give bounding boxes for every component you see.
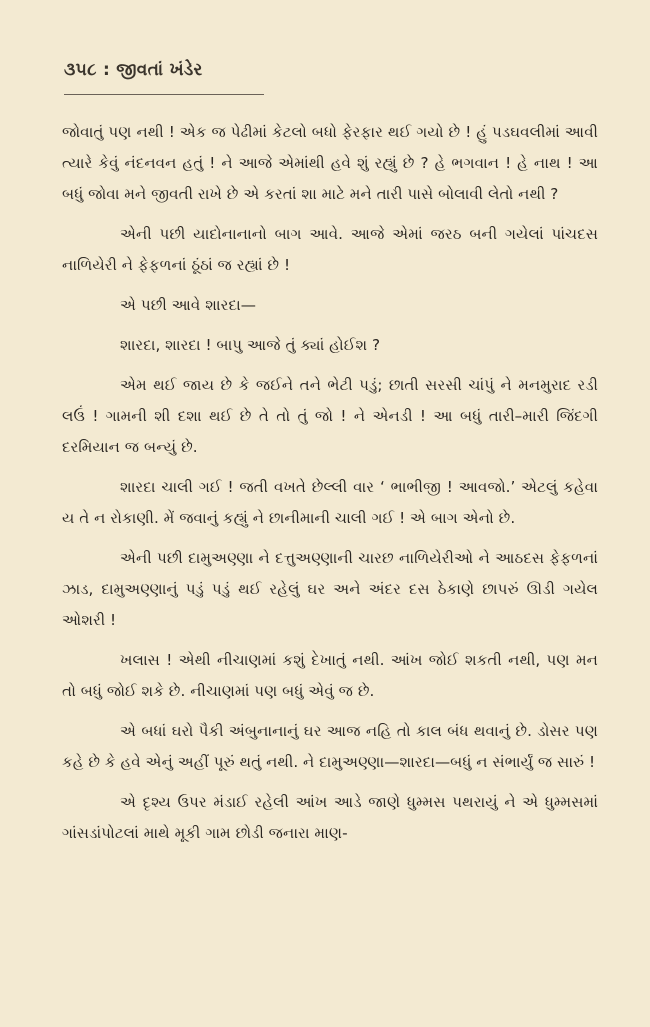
- header-rule: [64, 94, 264, 95]
- paragraph: એ દૃશ્ય ઉપર મંડાઈ રહેલી આંખ આડે જાણે ધુમ્મસ પથરાયું ને એ ધુમ્મસમાં ગાંસડાંપોટલાં માથે મૂકી ગામ છોડી જનારા માણ-: [62, 793, 598, 842]
- running-head: ૩૫૮ : જીવતાં ખંડેર: [64, 60, 203, 80]
- paragraph: શારદા, શારદા ! બાપુ આજે તું ક્યાં હોઈશ ?: [120, 336, 381, 354]
- paragraph: જોવાતું પણ નથી ! એક જ પેઢીમાં કેટલો બધો ફેરફાર થઈ ગયો છે ! હું પડઘવલીમાં આવી ત્યારે કેવું નંદનવન હતું ! ને આજે એમાંથી હવે શું રહ્યું છે ? હે ભગવાન ! હે નાથ ! આ બધું જોવા મને જીવતી રાખે છે એ કરતાં શા માટે મને તારી પાસે બોલાવી લેતો નથી ?: [62, 123, 598, 203]
- paragraph: શારદા ચાલી ગઈ ! જતી વખતે છેલ્લી વાર ‘ ભાભીજી ! આવજો.’ એટલું કહેવા ય તે ન રોકાણી. મેં જવાનું કહ્યું ને છાનીમાની ચાલી ગઈ ! એ બાગ એનો છે.: [62, 478, 598, 527]
- body-text: [62, 117, 598, 849]
- paragraph: એ બધાં ઘરો પૈકી અંબુનાનાનું ઘર આજ નહિ તો કાલ બંધ થવાનું છે. ડોસર પણ કહે છે કે હવે એનું અહીં પૂરું થતું નથી. ને દામુઅણ્ણા—શારદા—બધું ન સંભાર્યું જ સારું !: [62, 722, 598, 771]
- paragraph: એમ થઈ જાય છે કે જઈને તને ભેટી પડું; છાતી સરસી ચાંપું ને મનમુરાદ રડી લઉં ! ગામની શી દશા થઈ છે તે તો તું જો ! ને એનડી ! આ બધું તારી–મારી જિંદગી દરમિયાન જ બન્યું છે.: [62, 376, 598, 456]
- paragraph: એ પછી આવે શારદા—: [120, 296, 256, 314]
- paragraph: ખલાસ ! એથી નીચાણમાં કશું દેખાતું નથી. આંખ જોઈ શકતી નથી, પણ મન તો બધું જોઈ શકે છે. નીચાણમાં પણ બધું એવું જ છે.: [62, 651, 598, 700]
- paragraph: એની પછી દામુઅણ્ણા ને દત્તુઅણ્ણાની ચારછ નાળિયેરીઓ ને આઠદસ ફેફળનાં ઝાડ, દામુઅણ્ણાનું પડું પડું થઈ રહેલું ઘર અને અંદર દસ ઠેકાણે છાપરું ઊડી ગયેલ ઓશરી !: [62, 549, 598, 629]
- paragraph: એની પછી યાદોનાનાનો બાગ આવે. આજે એમાં જરઠ બની ગયેલાં પાંચદસ નાળિયેરી ને ફેફળનાં ઠૂંઠાં જ રહ્યાં છે !: [62, 225, 598, 274]
